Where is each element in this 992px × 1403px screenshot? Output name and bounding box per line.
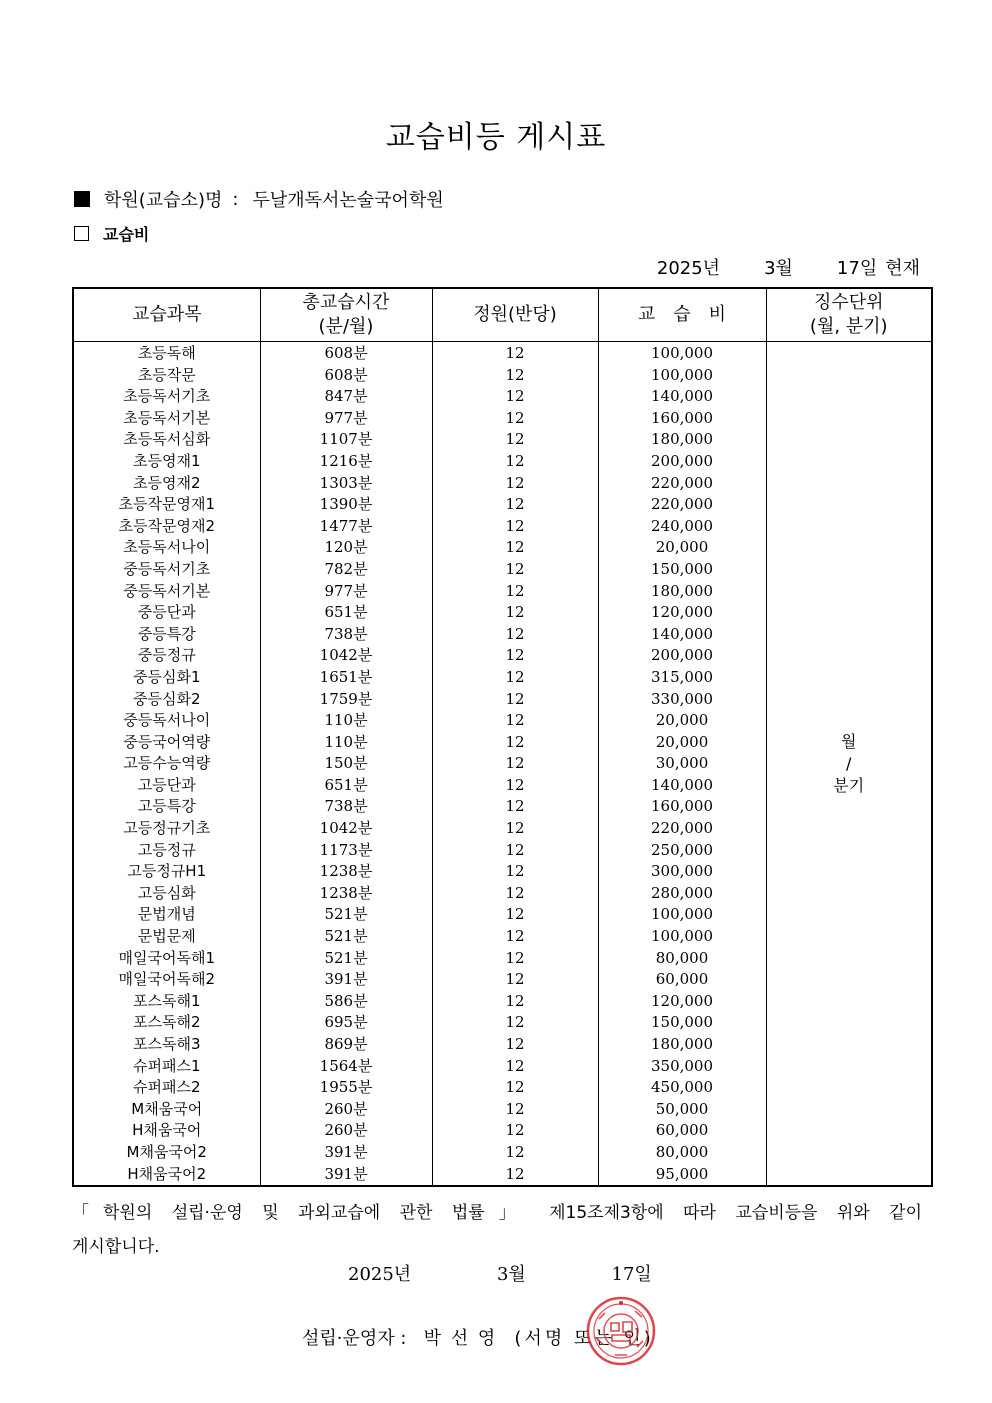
cell-subject: 중등단과 [73, 602, 260, 624]
cell-minutes: 738분 [260, 796, 432, 818]
cell-minutes: 1477분 [260, 516, 432, 538]
cell-minutes: 847분 [260, 386, 432, 408]
cell-fee: 20,000 [598, 537, 766, 559]
cell-minutes: 1042분 [260, 818, 432, 840]
cell-capacity: 12 [432, 840, 598, 862]
cell-fee: 300,000 [598, 861, 766, 883]
collection-unit-line3: 분기 [833, 776, 865, 796]
cell-capacity: 12 [432, 775, 598, 797]
cell-minutes: 1216분 [260, 451, 432, 473]
cell-capacity: 12 [432, 753, 598, 775]
table-body [73, 342, 932, 1187]
cell-capacity: 12 [432, 732, 598, 754]
cell-capacity: 12 [432, 1164, 598, 1187]
cell-minutes: 150분 [260, 753, 432, 775]
signature-name: 박 선 영 [423, 1328, 498, 1349]
fee-table [72, 287, 933, 1187]
cell-subject: 초등작문 [73, 365, 260, 387]
cell-capacity: 12 [432, 516, 598, 538]
cell-fee: 140,000 [598, 624, 766, 646]
cell-capacity: 12 [432, 1099, 598, 1121]
law-notice-line1: 「학원의 설립·운영 및 과외교습에 관한 법률」 제15조제3항에 따라 교습비등을 위와 같이 [72, 1203, 922, 1223]
cell-minutes: 260분 [260, 1099, 432, 1121]
cell-subject: 고등정규 [73, 840, 260, 862]
cell-fee: 330,000 [598, 689, 766, 711]
cell-subject: H채움국어2 [73, 1164, 260, 1187]
cell-fee: 100,000 [598, 904, 766, 926]
cell-capacity: 12 [432, 537, 598, 559]
cell-subject: 초등작문영재2 [73, 516, 260, 538]
cell-capacity: 12 [432, 1012, 598, 1034]
cell-capacity: 12 [432, 991, 598, 1013]
cell-fee: 100,000 [598, 365, 766, 387]
cell-capacity: 12 [432, 451, 598, 473]
header-total-hours-line1: 총교습시간 [302, 292, 390, 313]
cell-fee: 240,000 [598, 516, 766, 538]
cell-fee: 30,000 [598, 753, 766, 775]
cell-fee: 60,000 [598, 969, 766, 991]
cell-minutes: 391분 [260, 1164, 432, 1187]
cell-fee: 180,000 [598, 1034, 766, 1056]
cell-capacity: 12 [432, 365, 598, 387]
cell-subject: 중등국어역량 [73, 732, 260, 754]
cell-minutes: 391분 [260, 969, 432, 991]
fee-section-label: 교습비 [103, 225, 150, 244]
header-capacity [432, 288, 598, 342]
academy-label: 학원(교습소)명 [104, 190, 223, 211]
header-unit-line1: 징수단위 [813, 292, 884, 313]
cell-minutes: 110분 [260, 732, 432, 754]
cell-capacity: 12 [432, 581, 598, 603]
cell-fee: 200,000 [598, 451, 766, 473]
cell-capacity: 12 [432, 473, 598, 495]
seal-stamp-icon [585, 1295, 657, 1367]
law-notice-line2: 게시합니다. [72, 1237, 160, 1257]
cell-subject: 문법개념 [73, 904, 260, 926]
cell-minutes: 695분 [260, 1012, 432, 1034]
cell-subject: 초등작문영재1 [73, 494, 260, 516]
cell-minutes: 1238분 [260, 883, 432, 905]
cell-capacity: 12 [432, 948, 598, 970]
cell-fee: 100,000 [598, 926, 766, 948]
cell-fee: 95,000 [598, 1164, 766, 1187]
cell-minutes: 120분 [260, 537, 432, 559]
cell-subject: 초등영재1 [73, 451, 260, 473]
collection-unit-line2: / [846, 754, 852, 774]
cell-collection-unit [766, 342, 932, 1187]
cell-fee: 280,000 [598, 883, 766, 905]
cell-minutes: 110분 [260, 710, 432, 732]
cell-minutes: 391분 [260, 1142, 432, 1164]
cell-capacity: 12 [432, 342, 598, 365]
cell-capacity: 12 [432, 1142, 598, 1164]
table-row [73, 342, 932, 365]
cell-fee: 120,000 [598, 991, 766, 1013]
cell-minutes: 1651분 [260, 667, 432, 689]
cell-fee: 120,000 [598, 602, 766, 624]
cell-subject: 포스독해1 [73, 991, 260, 1013]
cell-minutes: 260분 [260, 1120, 432, 1142]
cell-minutes: 738분 [260, 624, 432, 646]
cell-capacity: 12 [432, 645, 598, 667]
cell-fee: 80,000 [598, 948, 766, 970]
cell-fee: 250,000 [598, 840, 766, 862]
cell-minutes: 586분 [260, 991, 432, 1013]
cell-minutes: 651분 [260, 775, 432, 797]
cell-fee: 100,000 [598, 342, 766, 365]
cell-minutes: 1759분 [260, 689, 432, 711]
cell-fee: 140,000 [598, 386, 766, 408]
collection-unit-line1: 월 [841, 732, 857, 752]
sign-date-month: 3월 [496, 1264, 526, 1285]
academy-name-line [74, 186, 444, 212]
sign-date-day: 17일 [611, 1264, 652, 1285]
cell-capacity: 12 [432, 926, 598, 948]
cell-subject: 고등정규H1 [73, 861, 260, 883]
cell-subject: 중등독서기초 [73, 559, 260, 581]
cell-capacity: 12 [432, 969, 598, 991]
as-of-date [657, 254, 920, 280]
cell-fee: 80,000 [598, 1142, 766, 1164]
cell-fee: 60,000 [598, 1120, 766, 1142]
cell-subject: 포스독해3 [73, 1034, 260, 1056]
cell-capacity: 12 [432, 429, 598, 451]
cell-capacity: 12 [432, 386, 598, 408]
page-title: 교습비등 게시표 [385, 120, 607, 155]
sign-date [348, 1260, 652, 1286]
cell-subject: 고등단과 [73, 775, 260, 797]
cell-fee: 150,000 [598, 559, 766, 581]
cell-capacity: 12 [432, 904, 598, 926]
cell-minutes: 521분 [260, 904, 432, 926]
header-total-hours [260, 288, 432, 342]
signature-seal-text: (서명 또는 인) [514, 1328, 654, 1349]
cell-subject: 고등수능역량 [73, 753, 260, 775]
cell-subject: 슈퍼패스2 [73, 1077, 260, 1099]
cell-subject: M채움국어 [73, 1099, 260, 1121]
cell-fee: 220,000 [598, 494, 766, 516]
cell-subject: 중등독서기본 [73, 581, 260, 603]
cell-fee: 20,000 [598, 710, 766, 732]
cell-fee: 220,000 [598, 473, 766, 495]
as-of-day: 17일 [836, 258, 878, 279]
header-fee-text: 교 습 비 [637, 304, 727, 325]
cell-subject: 중등독서나이 [73, 710, 260, 732]
cell-minutes: 1303분 [260, 473, 432, 495]
cell-subject: 초등독서기초 [73, 386, 260, 408]
cell-minutes: 1042분 [260, 645, 432, 667]
cell-subject: 포스독해2 [73, 1012, 260, 1034]
header-unit-line2: (월, 분기) [809, 316, 888, 337]
cell-minutes: 521분 [260, 948, 432, 970]
cell-subject: 중등심화2 [73, 689, 260, 711]
cell-capacity: 12 [432, 624, 598, 646]
as-of-year: 2025년 [656, 258, 721, 279]
cell-capacity: 12 [432, 559, 598, 581]
cell-subject: 중등정규 [73, 645, 260, 667]
cell-fee: 150,000 [598, 1012, 766, 1034]
cell-minutes: 782분 [260, 559, 432, 581]
cell-minutes: 1107분 [260, 429, 432, 451]
cell-capacity: 12 [432, 689, 598, 711]
cell-capacity: 12 [432, 1077, 598, 1099]
header-capacity-text: 정원(반당) [473, 304, 557, 325]
cell-minutes: 521분 [260, 926, 432, 948]
cell-minutes: 1390분 [260, 494, 432, 516]
cell-fee: 180,000 [598, 581, 766, 603]
cell-minutes: 1173분 [260, 840, 432, 862]
cell-fee: 200,000 [598, 645, 766, 667]
cell-capacity: 12 [432, 710, 598, 732]
signature-label: 설립·운영자 : [302, 1328, 407, 1349]
cell-fee: 350,000 [598, 1056, 766, 1078]
cell-fee: 140,000 [598, 775, 766, 797]
cell-subject: 중등특강 [73, 624, 260, 646]
cell-capacity: 12 [432, 818, 598, 840]
cell-fee: 20,000 [598, 732, 766, 754]
cell-minutes: 977분 [260, 408, 432, 430]
cell-subject: 초등독서나이 [73, 537, 260, 559]
cell-capacity: 12 [432, 1056, 598, 1078]
header-total-hours-line2: (분/월) [318, 316, 374, 337]
as-of-suffix: 현재 [885, 258, 920, 279]
cell-minutes: 1238분 [260, 861, 432, 883]
cell-capacity: 12 [432, 796, 598, 818]
cell-fee: 180,000 [598, 429, 766, 451]
cell-minutes: 869분 [260, 1034, 432, 1056]
header-subject [73, 288, 260, 342]
cell-fee: 450,000 [598, 1077, 766, 1099]
header-unit [766, 288, 932, 342]
cell-fee: 220,000 [598, 818, 766, 840]
cell-subject: M채움국어2 [73, 1142, 260, 1164]
cell-minutes: 608분 [260, 342, 432, 365]
cell-subject: 매일국어독해1 [73, 948, 260, 970]
filled-square-icon [74, 191, 90, 207]
empty-square-icon [74, 226, 89, 241]
cell-minutes: 1955분 [260, 1077, 432, 1099]
cell-minutes: 608분 [260, 365, 432, 387]
cell-subject: 초등독서심화 [73, 429, 260, 451]
cell-subject: 초등영재2 [73, 473, 260, 495]
cell-fee: 50,000 [598, 1099, 766, 1121]
cell-subject: 초등독서기본 [73, 408, 260, 430]
table-header-row [73, 288, 932, 342]
cell-capacity: 12 [432, 1034, 598, 1056]
cell-capacity: 12 [432, 883, 598, 905]
cell-capacity: 12 [432, 494, 598, 516]
cell-capacity: 12 [432, 408, 598, 430]
cell-capacity: 12 [432, 1120, 598, 1142]
cell-subject: 슈퍼패스1 [73, 1056, 260, 1078]
academy-colon: : [232, 188, 239, 210]
cell-subject: 고등정규기초 [73, 818, 260, 840]
cell-subject: 문법문제 [73, 926, 260, 948]
cell-fee: 160,000 [598, 408, 766, 430]
header-subject-text: 교습과목 [131, 304, 202, 325]
fee-section-heading [74, 222, 149, 245]
cell-subject: 매일국어독해2 [73, 969, 260, 991]
sign-date-year: 2025년 [348, 1264, 412, 1285]
cell-minutes: 1564분 [260, 1056, 432, 1078]
header-fee [598, 288, 766, 342]
cell-minutes: 977분 [260, 581, 432, 603]
cell-fee: 315,000 [598, 667, 766, 689]
cell-fee: 160,000 [598, 796, 766, 818]
cell-subject: 고등특강 [73, 796, 260, 818]
cell-subject: 중등심화1 [73, 667, 260, 689]
cell-capacity: 12 [432, 602, 598, 624]
cell-subject: H채움국어 [73, 1120, 260, 1142]
academy-name: 두날개독서논술국어학원 [252, 190, 444, 211]
cell-capacity: 12 [432, 667, 598, 689]
cell-subject: 초등독해 [73, 342, 260, 365]
cell-subject: 고등심화 [73, 883, 260, 905]
cell-capacity: 12 [432, 861, 598, 883]
as-of-month: 3월 [764, 258, 793, 279]
cell-minutes: 651분 [260, 602, 432, 624]
